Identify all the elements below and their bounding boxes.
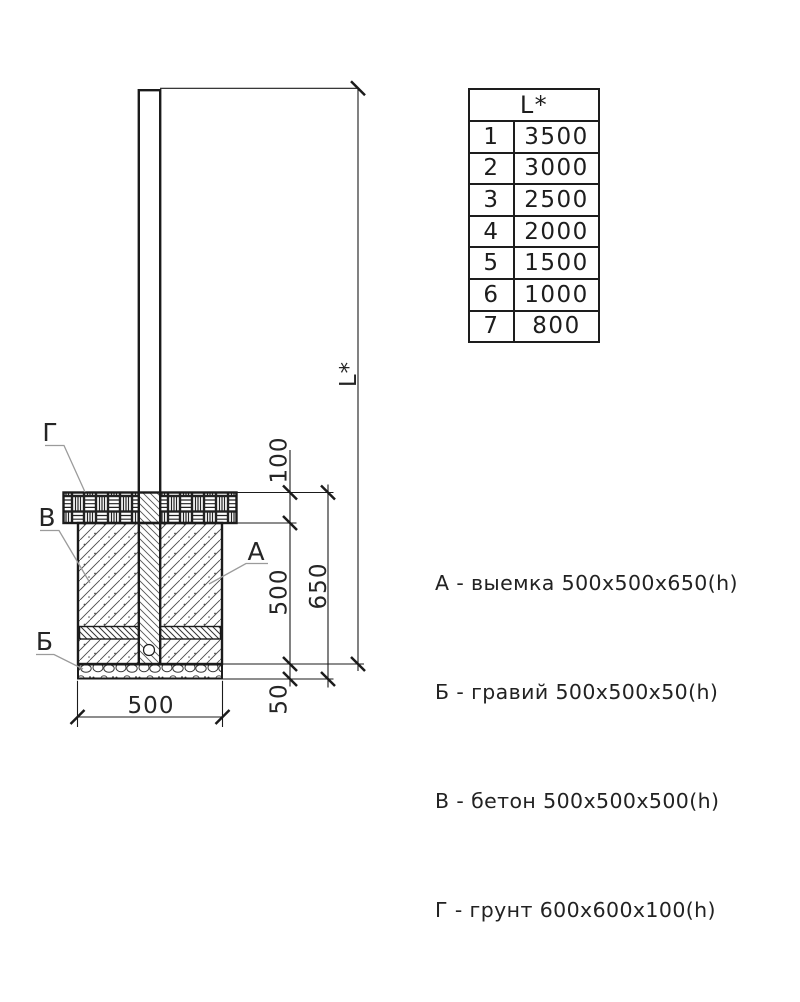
- legend-item-gravel: Б - гравий 500х500х50(h): [435, 680, 719, 705]
- row-length: 2000: [514, 216, 599, 248]
- label-gravel: Б: [35, 627, 54, 656]
- foundation-layers: [64, 492, 237, 679]
- row-number: 4: [469, 216, 514, 248]
- table-row: [469, 153, 599, 185]
- row-length: 2500: [514, 184, 599, 216]
- leader-gravel: [36, 655, 83, 670]
- legend-item-excavation: А - выемка 500х500х650(h): [435, 570, 738, 595]
- leader-soil: [45, 446, 85, 493]
- dim-soil-height: 100: [266, 436, 293, 484]
- dim-gravel-height: 50: [266, 683, 293, 715]
- legend-item-concrete: В - бетон 500х500х500(h): [435, 789, 720, 814]
- dim-pole-length: L*: [336, 360, 362, 388]
- table-row: [469, 184, 599, 216]
- row-length: 800: [514, 311, 599, 343]
- label-concrete: В: [38, 503, 56, 532]
- gravel-layer-fill: [78, 665, 222, 679]
- table-row: [469, 121, 599, 153]
- row-number: 2: [469, 153, 514, 185]
- table-row: [469, 247, 599, 279]
- label-excavation: А: [247, 537, 265, 566]
- materials-legend: [435, 492, 738, 1002]
- legend-item-soil: Г - грунт 600х600х100(h): [435, 898, 716, 923]
- row-length: 3000: [514, 153, 599, 185]
- dim-excavation-depth: 650: [306, 562, 332, 610]
- dim-concrete-height: 500: [266, 568, 293, 616]
- table-header-row: [469, 89, 599, 121]
- table-row: [469, 279, 599, 311]
- row-length: 1500: [514, 247, 599, 279]
- row-number: 7: [469, 311, 514, 343]
- table-row: [469, 216, 599, 248]
- label-soil: Г: [42, 418, 58, 447]
- row-number: 6: [469, 279, 514, 311]
- pole-length-table: [468, 88, 600, 343]
- row-length: 3500: [514, 121, 599, 153]
- table-header-cell: L*: [469, 89, 599, 121]
- drain-hole-circle: [144, 645, 155, 656]
- pole-column-hatch: [140, 492, 160, 664]
- dim-foundation-width: 500: [127, 693, 175, 719]
- row-length: 1000: [514, 279, 599, 311]
- row-number: 1: [469, 121, 514, 153]
- row-number: 5: [469, 247, 514, 279]
- row-number: 3: [469, 184, 514, 216]
- table-row: [469, 311, 599, 343]
